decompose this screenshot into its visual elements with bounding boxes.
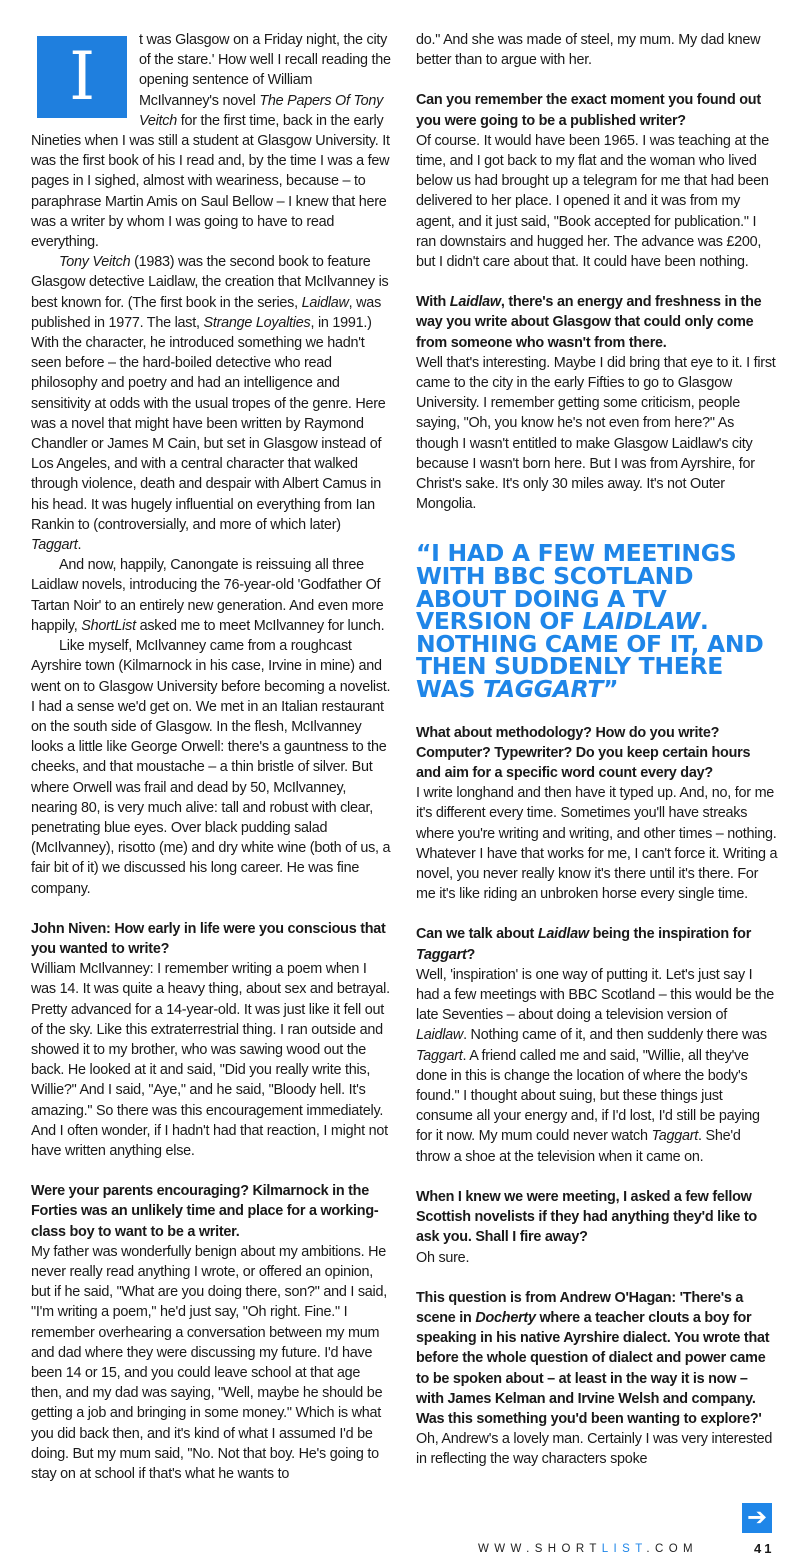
answer-8: Oh, Andrew's a lovely man. Certainly I was very interested in reflecting the way characters spoke <box>416 1431 773 1468</box>
page-number: 41 <box>754 1541 775 1556</box>
answer-2-continued: do." And she was made of steel, my mum. My dad knew better than to argue with her. <box>416 32 761 69</box>
intro-paragraph-1: I t was Glasgow on a Friday night, the city of the stare.' How well I recall reading the opening sentence of William McIlvanney's novel The Papers Of Tony Veitch for the first time, back in the early Nineties when I was still a student at Glasgow University. It was the first book of his I read and, by the time I was a few pages in I sighed, almost with weariness, because – to paraphrase Martin Amis on Saul Bellow – I knew that here was a writer by whom I was going to have to read everything. <box>31 32 391 251</box>
question-7: When I knew we were meeting, I asked a few fellow Scottish novelists if they had anything they'd like to ask you. Shall I fire away? <box>416 1188 757 1246</box>
right-column <box>416 30 778 1470</box>
question-2: Were your parents encouraging? Kilmarnock in the Forties was an unlikely time and place for a working-class boy to want to be a writer. <box>31 1183 379 1240</box>
question-5: What about methodology? How do you write? Computer? Typewriter? Do you keep certain hours and aim for a specific word count every day? <box>416 724 751 782</box>
footer-url: WWW.SHORTLIST.COM <box>478 1543 699 1555</box>
question-6: Can we talk about Laidlaw being the inspiration for Taggart? <box>416 926 752 963</box>
left-column <box>31 30 393 1484</box>
drop-cap: I <box>37 36 127 118</box>
pull-quote: “I HAD A FEW MEETINGS WITH BBC SCOTLAND ABOUT DOING A TV VERSION OF LAIDLAW. NOTHING CAME OF IT, AND THEN SUDDENLY THERE WAS TAGGART” <box>416 539 764 704</box>
answer-2: My father was wonderfully benign about my ambitions. He never really read anything I wrote, or offered an opinion, but if he said, "What are you doing there, son?" and I said, "I'm writing a poem," he'd just say, "Oh right. Fine." I remember overhearing a conversation between my mum and dad where they were discussing my future. I'd have been 14 or 15, and you could leave school at that age then, and my dad was saying, "Well, maybe he should be getting a job and bringing in some money." Which is what you did back then, and it's kind of what I assumed I'd be doing. But my mum said, "No. Not that boy. He's going to stay on at school if that's what he wants to <box>31 1243 388 1483</box>
intro-paragraph-2: Tony Veitch (1983) was the second book to feature Glasgow detective Laidlaw, the creation that McIlvanney is best known for. (The first book in the series, Laidlaw, was published in 1977. The last, Strange Loyalties, in 1991.) With the character, he introduced something we hadn't seen before – the hard-boiled detective who read philosophy and poetry and had an intelligence and sensitivity at odds with the usual tropes of the genre. Here was a novel that might have been written by Raymond Chandler or James M Cain, but set in Glasgow instead of Los Angeles, and with a central character that walked through violence, death and despair with Albert Camus in his head. It was hugely influential on everything from Ian Rankin to (controversially, and more of which later) Taggart. <box>31 254 389 554</box>
question-8: This question is from Andrew O'Hagan: 'There's a scene in Docherty where a teacher clouts a boy for speaking in his native Ayrshire dialect. You wrote that before the whole question of dialect and power came to be spoken about – at least in the way it is now – with James Kelman and Irvine Welsh and company. Was this something you'd been wanting to explore?' <box>416 1289 770 1427</box>
intro-paragraph-3: And now, happily, Canongate is reissuing all three Laidlaw novels, introducing the 76-year-old 'Godfather Of Tartan Noir' to an entirely new generation. And even more happily, ShortList asked me to meet McIlvanney for lunch. <box>31 557 385 634</box>
answer-3: Of course. It would have been 1965. I was teaching at the time, and I got back to my flat and the woman who lived below us had brought up a telegram for me that had been delivered to her place. I opened it and it was from my agent, and it just said, "Book accepted for publication." I ran downstairs and hugged her. The advance was £200, but I didn't care about that. It could have been nothing. <box>416 132 769 271</box>
continue-arrow-icon: ➔ <box>742 1503 772 1533</box>
answer-5: I write longhand and then have it typed up. And, no, for me it's different every time. Sometimes you'll have streaks where you're writing and writing, and other times – nothing. Whatever I have that works for me, I can't force it. Writing a novel, you never really know it's there until it's there. For me it's like riding an unbroken horse every single time. <box>416 785 778 903</box>
question-4: With Laidlaw, there's an energy and freshness in the way you write about Glasgow that could only come from someone who wasn't from there. <box>416 294 762 351</box>
answer-7: Oh sure. <box>416 1249 470 1266</box>
answer-6: Well, 'inspiration' is one way of putting it. Let's just say I had a few meetings with BBC Scotland – this would be the late Seventies – about doing a television version of Laidlaw. Nothing came of it, and then suddenly there was Taggart. A friend called me and said, "Willie, all they've done in this is change the location of where the body's found." I thought about suing, but these things just consume all your energy and, if I'd lost, I'd still be paying for it now. My mum could never watch Taggart. She'd throw a shoe at the television when it came on. <box>416 966 774 1165</box>
question-1: John Niven: How early in life were you conscious that you wanted to write? <box>31 920 386 957</box>
answer-1: William McIlvanney: I remember writing a poem when I was 14. It was quite a heavy thing, about sex and betrayal. Pretty advanced for a 14-year-old. It was just like it fell out of the sky. Like this extraterrestrial thing. I ran outside and showed it to my brother, who was sawing wood out the back. He looked at it and said, "Did you really write this, Willie?" And I said, "Aye," and he said, "Bloody hell. It's amazing." So there was this encouragement immediately. And I often wonder, if I hadn't had that reaction, I might not have written anything else. <box>31 961 390 1159</box>
question-3: Can you remember the exact moment you found out you were going to be a published writer? <box>416 92 761 129</box>
intro-paragraph-4: Like myself, McIlvanney came from a roughcast Ayrshire town (Kilmarnock in his case, Irvine in mine) and went on to Glasgow University before becoming a novelist. I had a sense we'd get on. We met in an Italian restaurant on the south side of Glasgow. In the flesh, McIlvanney looks a little like George Orwell: there's a gauntness to the cheeks, and that moustache – a thin bristle of silver. But where Orwell was frail and dead by 50, McIlvanney, nearing 80, is very much alive: tall and robust with clear, penetrating blue eyes. Over black pudding salad (McIlvanney), risotto (me) and dry white wine (both of us, a fair bit of it) we discussed his long career. He was fine company. <box>31 638 391 897</box>
answer-4: Well that's interesting. Maybe I did bring that eye to it. I first came to the city in the early Fifties to go to Glasgow University. I remember getting some criticism, people saying, "Oh, you know he's not even from here?" As though I wasn't entitled to make Glasgow Laidlaw's city because I wasn't born here. But I was from Ayrshire, for Christ's sake. It's only 30 miles away. It's not Outer Mongolia. <box>416 354 776 513</box>
